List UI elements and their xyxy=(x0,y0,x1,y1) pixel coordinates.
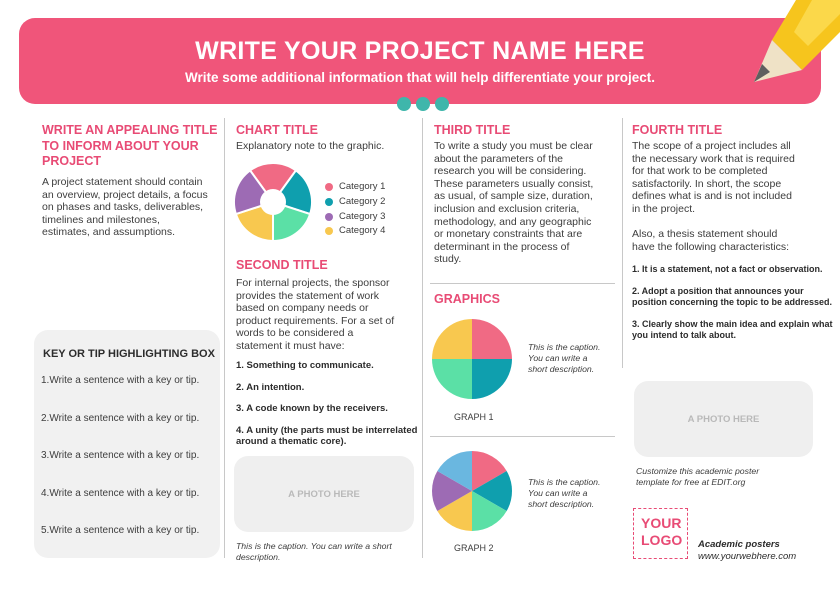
legend-swatch xyxy=(325,198,333,206)
graph-1-label: GRAPH 1 xyxy=(454,412,494,422)
column-divider xyxy=(622,118,623,368)
tip-item: 4.Write a sentence with a key or tip. xyxy=(41,488,200,499)
tip-item: 2.Write a sentence with a key or tip. xyxy=(41,413,200,424)
section-divider xyxy=(430,283,615,284)
list-item: 3. A code known by the receivers. xyxy=(236,403,388,414)
fourth-body: The scope of a project includes all the necessary work that is required for that work to be completed satisfactorily. In short, the scope defines what is and is not included in the project. xyxy=(632,140,795,215)
column-divider xyxy=(224,118,225,558)
tip-item: 1.Write a sentence with a key or tip. xyxy=(41,375,200,386)
list-item: 1. It is a statement, not a fact or observation. xyxy=(632,264,823,274)
legend-item: Category 2 xyxy=(325,196,385,211)
list-item: 2. Adopt a position that announces your position concerning the topic to be addressed. xyxy=(632,285,833,307)
pie-slice xyxy=(472,319,512,359)
pie-slice xyxy=(432,319,472,359)
photo-placeholder: A PHOTO HERE xyxy=(634,381,813,457)
second-title: SECOND TITLE xyxy=(236,258,328,272)
photo-placeholder: A PHOTO HERE xyxy=(234,456,414,532)
graph-2-label: GRAPH 2 xyxy=(454,543,494,553)
legend-swatch xyxy=(325,183,333,191)
thesis-list xyxy=(632,264,838,352)
fourth-body-2: Also, a thesis statement should have the following characteristics: xyxy=(632,228,789,253)
list-item: 1. Something to communicate. xyxy=(236,360,374,371)
chart-legend xyxy=(325,181,385,240)
list-item: 2. An intention. xyxy=(236,381,305,393)
graph-2-caption: This is the caption. You can write a short description. xyxy=(528,477,601,510)
list-item: 3. Clearly show the main idea and explain what you intend to talk about. xyxy=(632,318,833,340)
dot xyxy=(416,97,430,111)
legend-item: Category 3 xyxy=(325,211,385,226)
poster-subtitle: Write some additional information that will help differentiate your project. xyxy=(184,70,656,85)
poster-title: WRITE YOUR PROJECT NAME HERE xyxy=(195,37,645,65)
chart-note: Explanatory note to the graphic. xyxy=(236,140,385,152)
customize-note: Customize this academic poster template for free at EDIT.org xyxy=(636,466,760,488)
pencil-icon xyxy=(752,0,840,86)
fourth-title: FOURTH TITLE xyxy=(632,123,723,137)
donut-hole xyxy=(260,189,286,215)
col1-title: WRITE AN APPEALING TITLE TO INFORM ABOUT YOUR PROJECT xyxy=(42,123,218,168)
photo-caption: This is the caption. You can write a short description. xyxy=(236,541,392,563)
second-list xyxy=(236,360,422,458)
legend-item: Category 4 xyxy=(325,225,385,240)
tip-box-title: KEY OR TIP HIGHLIGHTING BOX xyxy=(43,348,215,360)
decorative-dots xyxy=(397,97,449,111)
graph-1-caption: This is the caption. You can write a short description. xyxy=(528,342,601,375)
second-body: For internal projects, the sponsor provides the statement of work based on company needs or product requirements. For a set of words to be considered a statement it must have: xyxy=(236,277,395,352)
dot xyxy=(435,97,449,111)
col1-body: A project statement should contain an overview, project details, a focus on phases and tasks, deliverables, timelines and milestones, estimates, and assumptions. xyxy=(42,176,208,239)
legend-item: Category 1 xyxy=(325,181,385,196)
column-divider xyxy=(422,118,423,558)
pie-chart-graph-2 xyxy=(432,451,512,531)
logo-placeholder: YOUR LOGO xyxy=(633,508,688,559)
pie-slice xyxy=(472,359,512,399)
legend-swatch xyxy=(325,227,333,235)
donut-chart xyxy=(234,163,312,241)
graphics-title: GRAPHICS xyxy=(434,292,500,306)
section-divider xyxy=(430,436,615,437)
footer-title: Academic posters xyxy=(698,539,780,550)
pie-slice xyxy=(432,359,472,399)
tip-item: 5.Write a sentence with a key or tip. xyxy=(41,525,200,536)
tip-item: 3.Write a sentence with a key or tip. xyxy=(41,450,200,461)
tip-box xyxy=(34,330,220,558)
footer-url[interactable]: www.yourwebhere.com xyxy=(698,551,797,562)
chart-title: CHART TITLE xyxy=(236,123,318,137)
third-body: To write a study you must be clear about the parameters of the research you will be considering. These parameters usually consist, as usual, of sample size, duration, inclusion and exclusion criteria, methodology, and any geographic or monetary constraints that are determinant in the process of study. xyxy=(434,140,594,266)
third-title: THIRD TITLE xyxy=(434,123,511,137)
pie-chart-graph-1 xyxy=(432,319,512,399)
list-item: 4. A unity (the parts must be interrelated around a thematic core). xyxy=(236,424,418,447)
legend-swatch xyxy=(325,213,333,221)
dot xyxy=(397,97,411,111)
